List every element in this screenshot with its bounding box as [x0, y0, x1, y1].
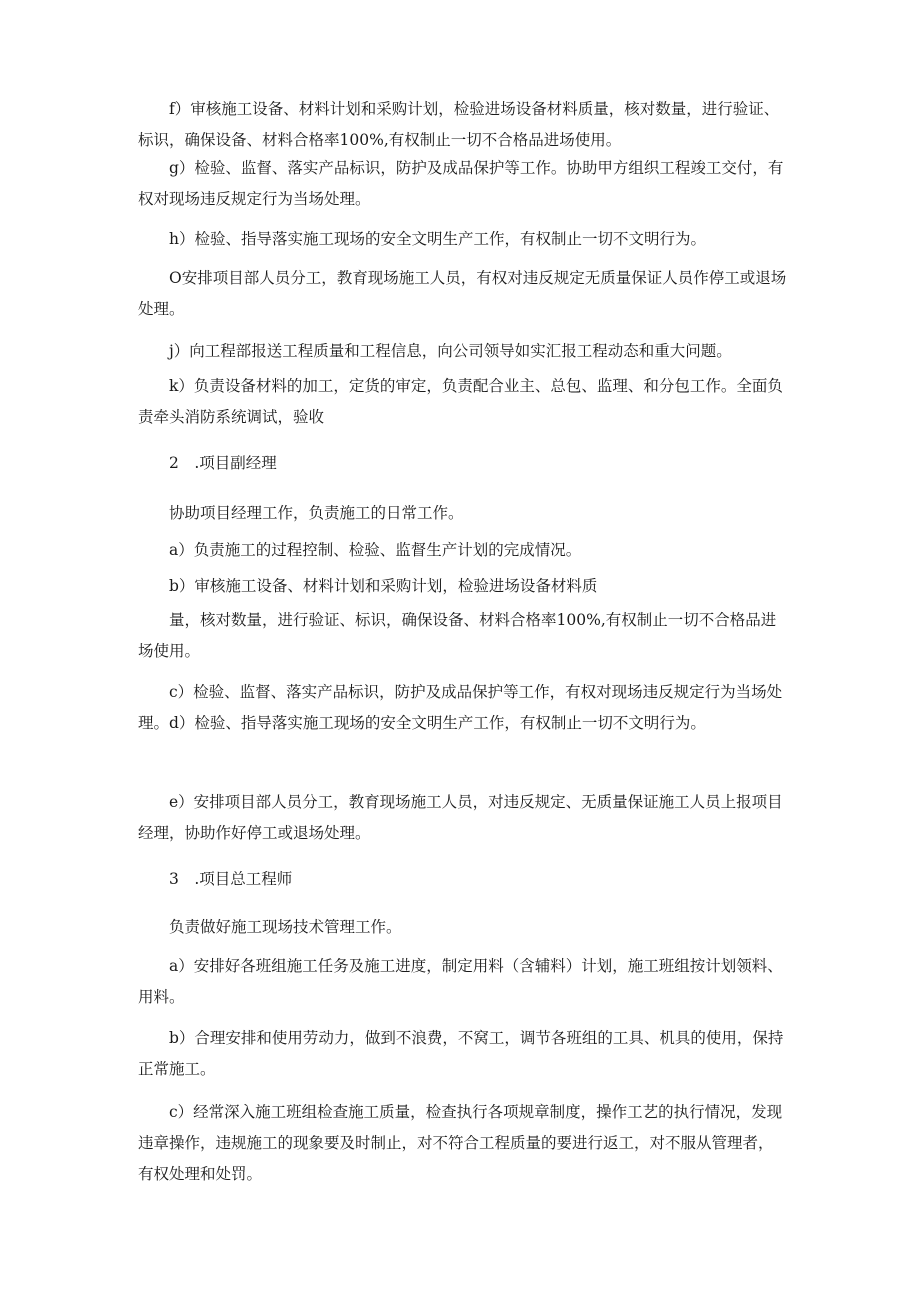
paragraph-deputy-a: a）负责施工的过程控制、检验、监督生产计划的完成情况。	[138, 541, 582, 559]
paragraph-engineer-b: b）合理安排和使用劳动力，做到不浪费，不窝工，调节各班组的工具、机具的使用，保持正常施工。	[138, 1029, 784, 1078]
paragraph-engineer-c: c）经常深入施工班组检查施工质量，检查执行各项规章制度，操作工艺的执行情况，发现违章操作，违规施工的现象要及时制止，对不符合工程质量的要进行返工，对不服从管理者，有权处理和处罚。	[138, 1103, 783, 1183]
paragraph-j: j）向工程部报送工程质量和工程信息，向公司领导如实汇报工程动态和重大问题。	[138, 342, 732, 360]
paragraph-i: O安排项目部人员分工，教育现场施工人员，有权对违反规定无质量保证人员作停工或退场处理。	[138, 269, 787, 318]
paragraph-engineer-intro: 负责做好施工现场技术管理工作。	[138, 918, 402, 936]
paragraph-h: h）检验、指导落实施工现场的安全文明生产工作，有权制止一切不文明行为。	[138, 230, 706, 248]
section-heading-chief-engineer: 3 .项目总工程师	[138, 870, 293, 888]
paragraph-k: k）负责设备材料的加工，定货的审定，负责配合业主、总包、监理、和分包工作。全面负责牵头消防系统调试，验收	[138, 377, 783, 426]
paragraph-deputy-c-d: c）检验、监督、落实产品标识，防护及成品保护等工作，有权对现场违反规定行为当场处理。d）检验、指导落实施工现场的安全文明生产工作，有权制止一切不文明行为。	[138, 683, 783, 732]
paragraph-g: g）检验、监督、落实产品标识，防护及成品保护等工作。协助甲方组织工程竣工交付，有权对现场违反规定行为当场处理。	[138, 159, 784, 208]
paragraph-deputy-b-cont: 量，核对数量，进行验证、标识，确保设备、材料合格率100%,有权制止一切不合格品进场使用。	[138, 611, 777, 660]
paragraph-deputy-b: b）审核施工设备、材料计划和采购计划，检验进场设备材料质	[138, 577, 598, 595]
section-heading-deputy-manager: 2 .项目副经理	[138, 454, 277, 472]
paragraph-engineer-a: a）安排好各班组施工任务及施工进度，制定用料（含辅料）计划，施工班组按计划领料、用料。	[138, 957, 783, 1006]
paragraph-f: f）审核施工设备、材料计划和采购计划，检验进场设备材料质量，核对数量，进行验证、标识，确保设备、材料合格率100%,有权制止一切不合格品进场使用。	[138, 100, 780, 149]
paragraph-deputy-e: e）安排项目部人员分工，教育现场施工人员，对违反规定、无质量保证施工人员上报项目经理，协助作好停工或退场处理。	[138, 793, 783, 842]
paragraph-deputy-intro: 协助项目经理工作，负责施工的日常工作。	[138, 504, 464, 522]
